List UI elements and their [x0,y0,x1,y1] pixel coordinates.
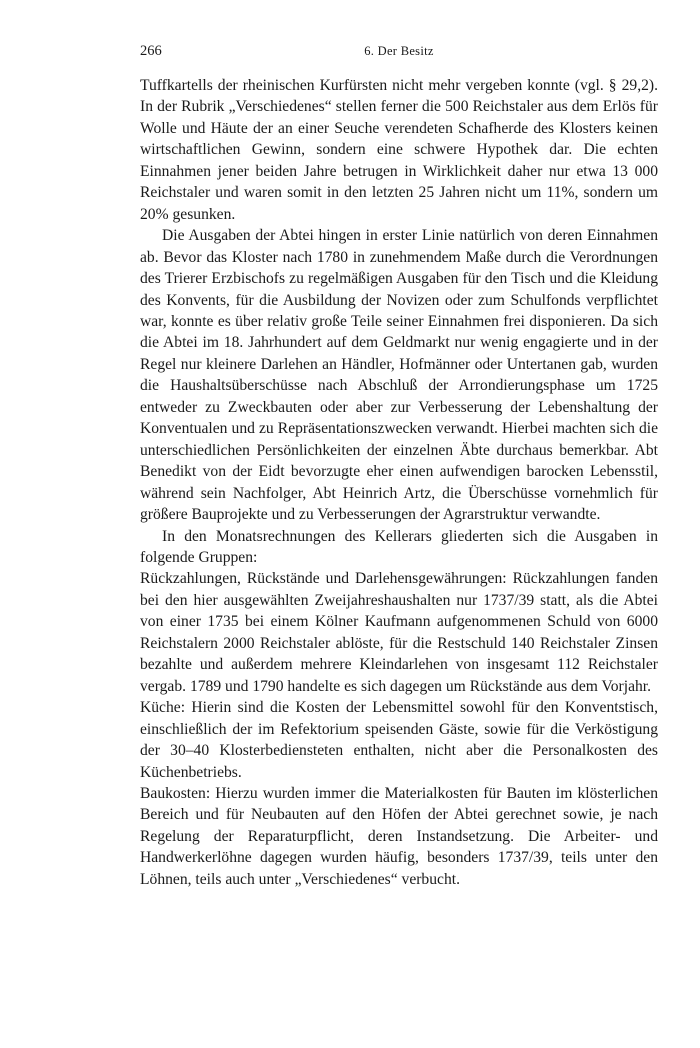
chapter-title: 6. Der Besitz [364,44,434,58]
paragraph-continuation: Tuffkartells der rheinischen Kurfürsten nicht mehr vergeben konnte (vgl. § 29,2). In der Rubrik „Verschiedenes“ stellen ferner die 500 Reichstaler aus dem Erlös für Wolle und Häute der an einer Seuche verendeten Schafherde des Klosters keinen wirtschaftlichen Gewinn, sondern eine schwere Hypothek dar. Die echten Einnahmen jener beiden Jahre betrugen in Wirklichkeit daher nur etwa 13 000 Reichstaler und waren somit in den letzten 25 Jahren nicht um 11%, sondern um 20% gesunken. [140,77,658,223]
paragraph-building-costs: Baukosten: Hierzu wurden immer die Materialkosten für Bauten im klösterlichen Bereich und für Neubauten auf den Höfen der Abtei gerechnet sowie, je nach Regelung der Reparaturpflicht, deren Instandsetzung. Die Arbeiter- und Handwerkerlöhne dagegen wurden häufig, besonders 1737/39, teils unter den Löhnen, teils auch unter „Verschiedenes“ verbucht. [140,784,658,888]
paragraph-kitchen: Küche: Hierin sind die Kosten der Lebensmittel sowohl für den Konventstisch, einschließlich der im Refektorium speisenden Gäste, sowie für die Verköstigung der 30–40 Klosterbediensteten enthalten, nicht aber die Personalkosten des Küchenbetriebs. [140,699,658,781]
running-head [140,43,658,63]
body-text [140,75,658,890]
paragraph-expenses: Die Ausgaben der Abtei hingen in erster Linie natürlich von deren Einnahmen ab. Bevor das Kloster nach 1780 in zunehmendem Maße durch die Verordnungen des Trierer Erzbischofs zu regelmäßigen Ausgaben für den Tisch und die Kleidung des Konvents, für die Ausbildung der Novizen oder zum Schulfonds verpflichtet war, konnte es über relativ große Teile seiner Einnahmen frei disponieren. Da sich die Abtei im 18. Jahrhundert auf dem Geldmarkt nur wenig engagierte und in der Regel nur kleinere Darlehen an Händler, Hofmänner oder Untertanen gab, wurden die Haushaltsüberschüsse nach Abschluß der Arrondierungsphase um 1725 entweder zu Zweckbauten oder aber zur Verbesserung der Lebenshaltung der Konventualen und zu Repräsentationszwecken verwandt. Hierbei machten sich die unterschiedlichen Persönlichkeiten der einzelnen Äbte durchaus bemerkbar. Abt Benedikt von der Eidt bevorzugte eher einen aufwendigen barocken Lebensstil, während sein Nachfolger, Abt Heinrich Artz, die Überschüsse vornehmlich für größere Bauprojekte und zu Verbesserungen der Agrarstruktur verwandte. [140,227,658,524]
page-number: 266 [140,43,162,59]
paragraph-groups-intro: In den Monatsrechnungen des Kellerars gliederten sich die Ausgaben in folgende Gruppen: [140,527,658,566]
paragraph-repayments: Rückzahlungen, Rückstände und Darlehensgewährungen: Rückzahlungen fanden bei den hier ausgewählten Zweijahreshaushalten nur 1737/39 statt, als die Abtei von einer 1735 bei einem Kölner Kaufmann aufgenommenen Schuld von 6000 Reichstalern 2000 Reichstaler ablöste, für die Restschuld 140 Reichstaler Zinsen bezahlte und außerdem mehrere Kleindarlehen von insgesamt 112 Reichstaler vergab. 1789 und 1790 handelte es sich dagegen um Rückstände aus dem Vorjahr. [140,570,658,695]
